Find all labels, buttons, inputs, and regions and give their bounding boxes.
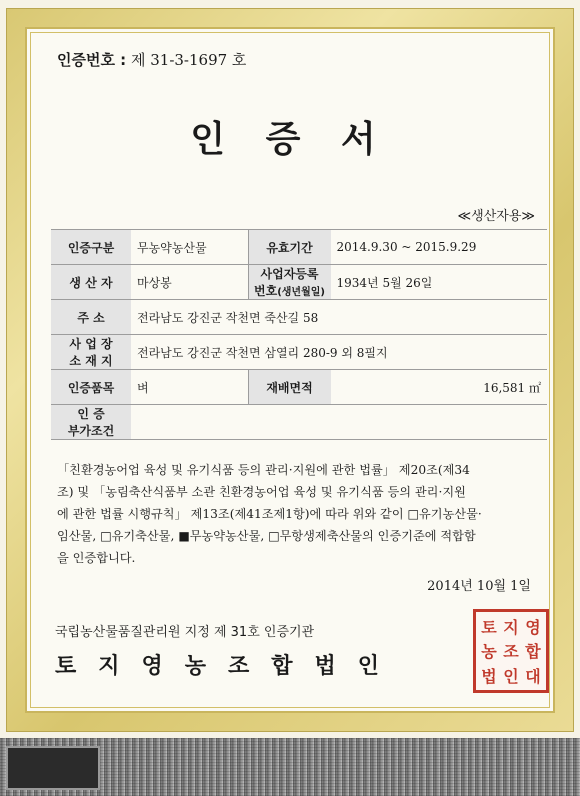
producer-label: 생 산 자 [51,265,131,300]
seal-char: 지 [503,617,519,637]
certificate-border [6,8,574,732]
purpose-label: ≪생산자용≫ [457,209,535,224]
site-label-line1: 사 업 장 [69,337,113,351]
statement-line: 조) 및 「농림축산식품부 소관 친환경농어업 육성 및 유기식품 등의 관리·지원 [57,485,466,499]
official-seal [473,609,549,693]
security-mark [6,746,100,790]
valid-period-value: 2014.9.30 ~ 2015.9.29 [331,230,548,265]
biz-reg-label-line1: 사업자등록 [260,267,319,281]
condition-value [131,405,547,440]
condition-label-line2: 부가조건 [67,424,115,438]
seal-char: 영 [525,617,541,637]
biz-reg-label-line3: (생년월일) [277,287,325,298]
issue-date: 2014년 10월 1일 [427,579,531,594]
statement-line: 을 인증합니다. [57,551,136,565]
valid-period-label: 유효기간 [248,230,331,265]
certificate-number [57,49,246,70]
certificate-body [25,27,555,713]
cert-type-label: 인증구분 [51,230,131,265]
seal-char: 법 [481,667,497,687]
seal-char: 대 [525,667,541,687]
statement-line: 에 관한 법률 시행규칙」 제13조(제41조제1항)에 따라 위와 같이 □유기농산물· [57,507,482,521]
certification-statement [57,459,549,569]
cert-type-value: 무농약농산물 [131,230,248,265]
biz-reg-value: 1934년 5월 26일 [331,265,548,300]
organization-name: 토지영농조합법인 [55,654,402,679]
producer-value: 마상봉 [131,265,248,300]
area-value: 16,581 ㎡ [331,370,548,405]
table-row [51,230,547,265]
statement-line: 「친환경농어업 육성 및 유기식품 등의 관리·지원에 관한 법률」 제20조(제34 [57,463,470,477]
table-row [51,335,547,370]
condition-label [51,405,131,440]
seal-char: 인 [503,667,519,687]
table-row [51,405,547,440]
seal-char: 조 [503,642,519,662]
site-value: 전라남도 강진군 작천면 삼열리 280-9 외 8필지 [131,335,547,370]
document-title: 인 증 서 [190,119,390,160]
table-row [51,370,547,405]
designated-agency: 국립농산물품질관리원 지정 제 31호 인증기관 [55,625,315,640]
certificate-number-value: 제 31-3-1697 호 [130,51,247,69]
certificate-info-table [51,229,547,440]
item-value: 벼 [131,370,248,405]
condition-label-line1: 인 증 [77,407,105,421]
address-label: 주 소 [51,300,131,335]
seal-char: 합 [525,642,541,662]
site-label-line2: 소 재 지 [69,354,113,368]
address-value: 전라남도 강진군 작천면 죽산길 58 [131,300,547,335]
table-row [51,265,547,300]
seal-char: 토 [481,617,497,637]
item-label: 인증품목 [51,370,131,405]
statement-line: 임산물, □유기축산물, ■무농약농산물, □무항생제축산물의 인증기준에 적합함 [57,529,476,543]
certificate-number-label: 인증번호 : [57,51,127,69]
biz-reg-label [248,265,331,300]
area-label: 재배면적 [248,370,331,405]
seal-char: 농 [481,642,497,662]
site-label [51,335,131,370]
biz-reg-label-line2: 번호 [254,284,278,298]
table-row [51,300,547,335]
